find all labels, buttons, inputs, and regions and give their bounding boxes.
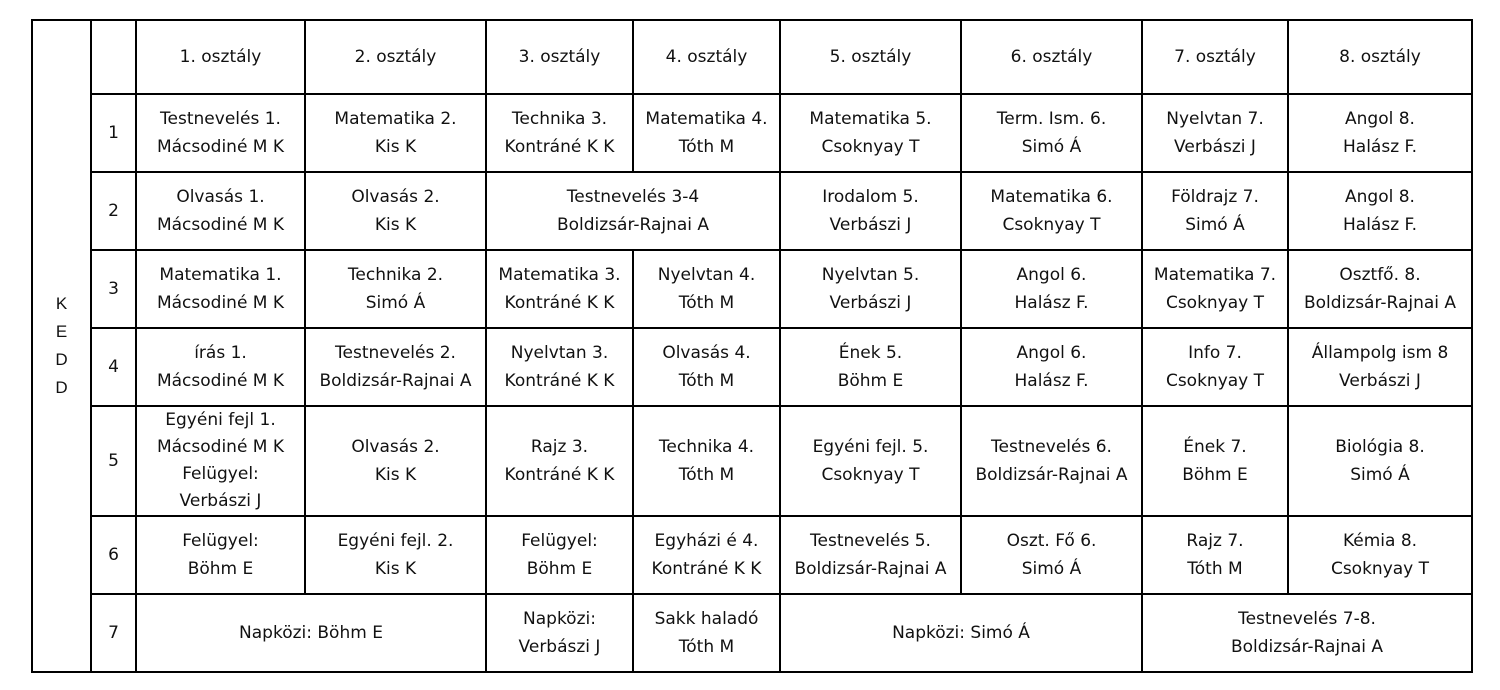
lesson-cell: Egyéni fejl. 5. Csoknyay T (780, 406, 961, 516)
day-letter: D (55, 350, 68, 369)
lesson-cell: Olvasás 4. Tóth M (633, 328, 780, 406)
lesson-cell: Olvasás 2. Kis K (305, 172, 486, 250)
lesson-cell-merged: Napközi: Böhm E (136, 594, 486, 672)
lesson-cell: Technika 4. Tóth M (633, 406, 780, 516)
lesson-cell: Matematika 6. Csoknyay T (961, 172, 1142, 250)
class-header: 4. osztály (633, 20, 780, 94)
lesson-cell: Technika 3. Kontráné K K (486, 94, 633, 172)
lesson-cell: Angol 6. Halász F. (961, 250, 1142, 328)
lesson-cell: Olvasás 2. Kis K (305, 406, 486, 516)
lesson-row (32, 94, 1472, 172)
lesson-cell: Nyelvtan 3. Kontráné K K (486, 328, 633, 406)
lesson-cell: Felügyel: Böhm E (486, 516, 633, 594)
lesson-cell: Technika 2. Simó Á (305, 250, 486, 328)
lesson-number: 4 (91, 328, 136, 406)
lesson-row (32, 594, 1472, 672)
lesson-row (32, 406, 1472, 516)
lesson-cell: Testnevelés 2. Boldizsár-Rajnai A (305, 328, 486, 406)
lesson-cell: Egyéni fejl 1. Mácsodiné M K Felügyel: Verbászi J (136, 406, 305, 516)
class-header: 6. osztály (961, 20, 1142, 94)
lesson-number: 3 (91, 250, 136, 328)
lesson-cell: Nyelvtan 4. Tóth M (633, 250, 780, 328)
lesson-cell: Testnevelés 5. Boldizsár-Rajnai A (780, 516, 961, 594)
lesson-cell: Irodalom 5. Verbászi J (780, 172, 961, 250)
lesson-row (32, 250, 1472, 328)
lesson-cell: Ének 7. Böhm E (1142, 406, 1288, 516)
lesson-cell: írás 1. Mácsodiné M K (136, 328, 305, 406)
lesson-cell: Matematika 2. Kis K (305, 94, 486, 172)
day-letter: K (55, 294, 68, 313)
lesson-cell: Felügyel: Böhm E (136, 516, 305, 594)
class-header: 8. osztály (1288, 20, 1472, 94)
class-header: 7. osztály (1142, 20, 1288, 94)
lesson-cell: Term. Ism. 6. Simó Á (961, 94, 1142, 172)
timetable (31, 19, 1473, 673)
class-header: 3. osztály (486, 20, 633, 94)
lesson-cell-merged: Napközi: Simó Á (780, 594, 1142, 672)
lesson-cell: Matematika 3. Kontráné K K (486, 250, 633, 328)
lesson-cell: Állampolg ism 8 Verbászi J (1288, 328, 1472, 406)
lesson-cell: Rajz 3. Kontráné K K (486, 406, 633, 516)
lesson-cell: Napközi: Verbászi J (486, 594, 633, 672)
day-label (32, 20, 91, 672)
lesson-cell: Testnevelés 1. Mácsodiné M K (136, 94, 305, 172)
class-header: 2. osztály (305, 20, 486, 94)
lesson-cell: Angol 8. Halász F. (1288, 172, 1472, 250)
lesson-cell: Biológia 8. Simó Á (1288, 406, 1472, 516)
class-header: 5. osztály (780, 20, 961, 94)
lesson-cell: Olvasás 1. Mácsodiné M K (136, 172, 305, 250)
lesson-cell: Matematika 7. Csoknyay T (1142, 250, 1288, 328)
lesson-cell: Egyházi é 4. Kontráné K K (633, 516, 780, 594)
lesson-cell: Angol 6. Halász F. (961, 328, 1142, 406)
lesson-number: 7 (91, 594, 136, 672)
lesson-cell: Testnevelés 6. Boldizsár-Rajnai A (961, 406, 1142, 516)
lesson-cell: Oszt. Fő 6. Simó Á (961, 516, 1142, 594)
lesson-cell-merged: Testnevelés 7-8. Boldizsár-Rajnai A (1142, 594, 1472, 672)
lesson-cell: Ének 5. Böhm E (780, 328, 961, 406)
lesson-cell: Nyelvtan 5. Verbászi J (780, 250, 961, 328)
lesson-number: 6 (91, 516, 136, 594)
lesson-cell: Info 7. Csoknyay T (1142, 328, 1288, 406)
lesson-cell: Matematika 5. Csoknyay T (780, 94, 961, 172)
lesson-cell: Kémia 8. Csoknyay T (1288, 516, 1472, 594)
corner-cell (91, 20, 136, 94)
lesson-cell: Egyéni fejl. 2. Kis K (305, 516, 486, 594)
lesson-cell: Rajz 7. Tóth M (1142, 516, 1288, 594)
lesson-row (32, 172, 1472, 250)
lesson-cell: Nyelvtan 7. Verbászi J (1142, 94, 1288, 172)
class-header: 1. osztály (136, 20, 305, 94)
lesson-cell: Földrajz 7. Simó Á (1142, 172, 1288, 250)
lesson-cell: Osztfő. 8. Boldizsár-Rajnai A (1288, 250, 1472, 328)
lesson-cell: Matematika 1. Mácsodiné M K (136, 250, 305, 328)
lesson-cell: Angol 8. Halász F. (1288, 94, 1472, 172)
lesson-cell: Sakk haladó Tóth M (633, 594, 780, 672)
lesson-number: 1 (91, 94, 136, 172)
day-letter: E (55, 322, 68, 341)
lesson-number: 5 (91, 406, 136, 516)
lesson-cell-merged: Testnevelés 3-4 Boldizsár-Rajnai A (486, 172, 780, 250)
lesson-cell: Matematika 4. Tóth M (633, 94, 780, 172)
day-letter: D (55, 378, 68, 397)
lesson-row (32, 328, 1472, 406)
lesson-row (32, 516, 1472, 594)
lesson-number: 2 (91, 172, 136, 250)
